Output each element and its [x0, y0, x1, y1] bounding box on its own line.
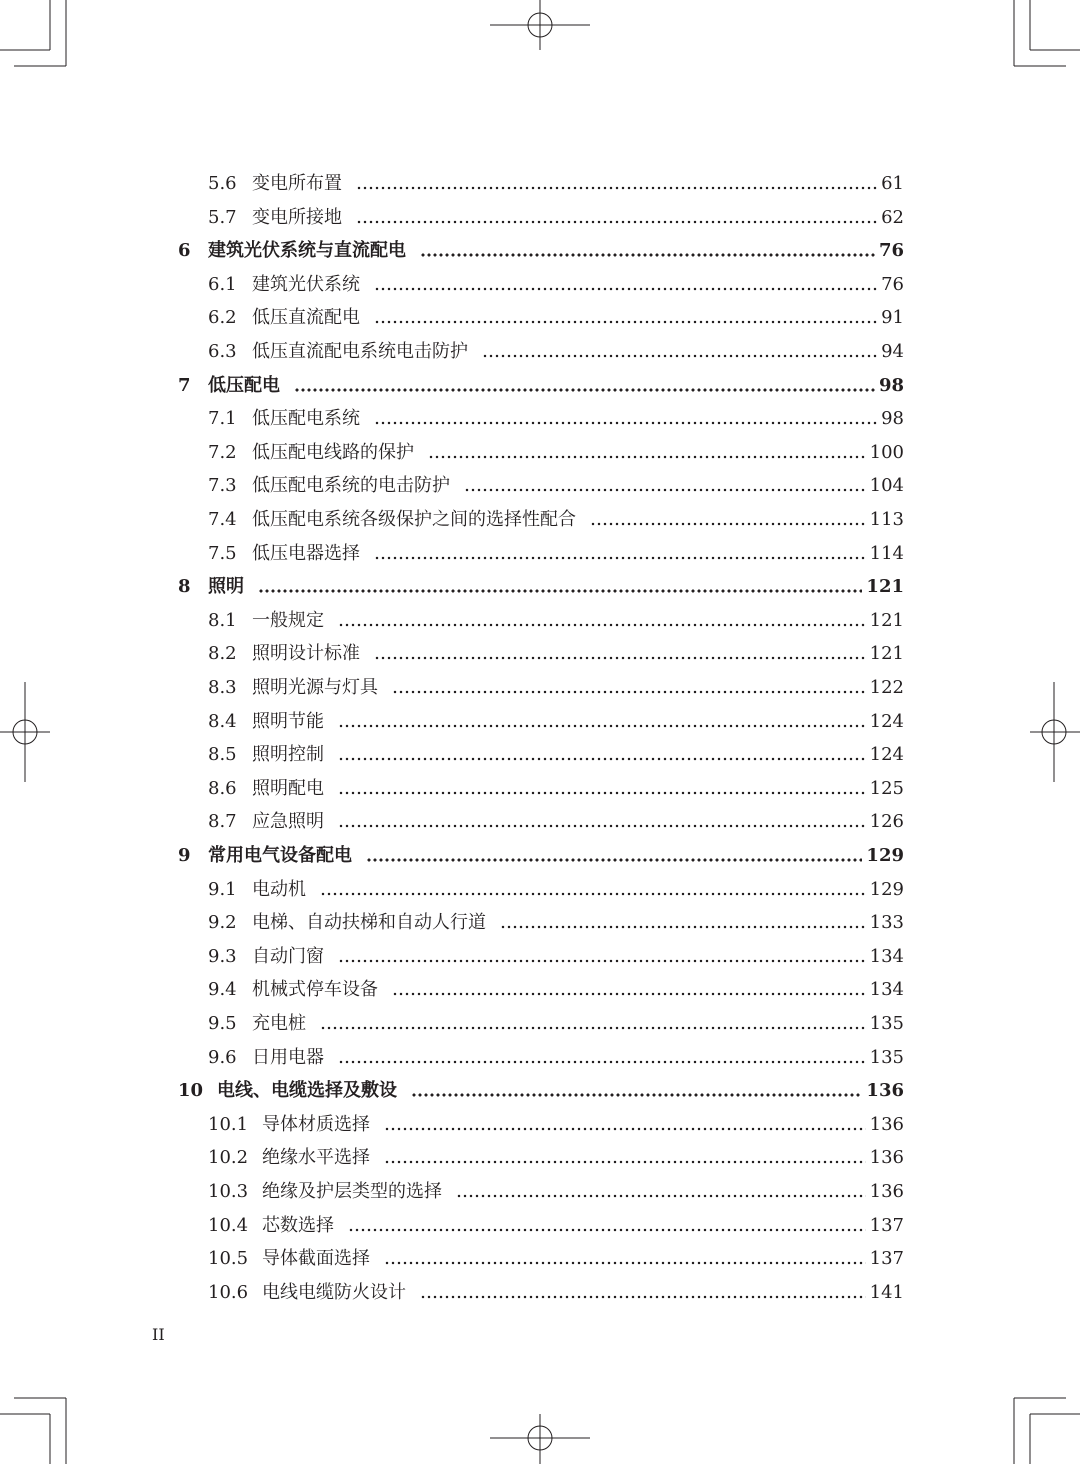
toc-entry-title: 充电桩	[252, 1013, 306, 1034]
toc-entry-number: 9.1	[208, 878, 237, 900]
toc-entry-title: 电线电缆防火设计	[262, 1281, 406, 1303]
toc-entry-page: 136	[869, 1181, 904, 1202]
toc-entry-title: 照明控制	[252, 744, 324, 766]
toc-entry-page: 124	[869, 710, 904, 732]
folio-page-number: II	[152, 1325, 165, 1344]
toc-dot-leader	[456, 1177, 866, 1207]
toc-entry-title: 低压直流配电	[252, 307, 360, 329]
toc-entry-page: 135	[869, 1046, 904, 1068]
toc-dot-leader	[356, 203, 877, 233]
toc-section-entry	[0, 337, 1080, 367]
toc-section-entry	[0, 707, 1080, 737]
toc-entry-number: 9	[178, 845, 191, 866]
toc-dot-leader	[338, 942, 866, 972]
toc-entry-page: 113	[869, 509, 904, 530]
toc-chapter-entry	[0, 572, 1080, 602]
toc-section-entry	[0, 942, 1080, 972]
toc-entry-title: 芯数选择	[262, 1214, 334, 1236]
toc-entry-page: 61	[881, 173, 904, 194]
toc-entry-title: 绝缘及护层类型的选择	[262, 1181, 442, 1202]
toc-dot-leader	[420, 236, 875, 266]
toc-entry-page: 121	[869, 609, 904, 631]
toc-entry-page: 62	[881, 206, 904, 228]
toc-section-entry	[0, 1278, 1080, 1308]
toc-section-entry	[0, 203, 1080, 233]
toc-entry-page: 141	[869, 1281, 904, 1303]
toc-entry-number: 10.5	[208, 1248, 249, 1270]
toc-entry-number: 9.4	[208, 979, 237, 1001]
toc-section-entry	[0, 975, 1080, 1005]
toc-entry-page: 98	[878, 374, 904, 396]
toc-dot-leader	[384, 1143, 866, 1173]
toc-entry-number: 8.7	[208, 811, 237, 833]
toc-entry-page: 98	[881, 408, 904, 430]
toc-chapter-entry	[0, 371, 1080, 401]
toc-entry-number: 5.6	[208, 173, 237, 194]
toc-entry-number: 10.3	[208, 1181, 249, 1202]
toc-entry-number: 9.6	[208, 1046, 237, 1068]
toc-dot-leader	[348, 1211, 866, 1241]
toc-entry-title: 电动机	[252, 878, 306, 900]
toc-dot-leader	[374, 404, 877, 434]
toc-entry-page: 76	[878, 240, 904, 262]
toc-entry-number: 8.1	[208, 609, 237, 631]
toc-dot-leader	[500, 908, 866, 938]
toc-entry-number: 5.7	[208, 206, 237, 228]
toc-entry-title: 照明设计标准	[252, 643, 360, 665]
toc-dot-leader	[384, 1244, 866, 1274]
toc-entry-title: 导体截面选择	[262, 1248, 370, 1270]
toc-entry-page: 76	[881, 273, 904, 295]
toc-entry-page: 129	[869, 878, 904, 900]
toc-entry-page: 124	[869, 744, 904, 766]
toc-dot-leader	[338, 740, 866, 770]
toc-entry-title: 自动门窗	[252, 945, 324, 967]
toc-chapter-entry	[0, 1076, 1080, 1106]
toc-entry-page: 137	[869, 1248, 904, 1270]
toc-entry-number: 7.3	[208, 475, 237, 497]
toc-entry-title: 低压配电线路的保护	[252, 441, 414, 463]
toc-entry-title: 低压配电系统的电击防护	[252, 475, 450, 497]
toc-entry-page: 134	[869, 979, 904, 1001]
toc-entry-title: 照明节能	[252, 710, 324, 732]
toc-dot-leader	[590, 505, 866, 535]
toc-entry-page: 94	[881, 341, 904, 362]
toc-entry-number: 7.1	[208, 408, 237, 430]
toc-section-entry	[0, 505, 1080, 535]
toc-entry-page: 136	[866, 1080, 904, 1102]
toc-entry-number: 6.3	[208, 341, 237, 362]
toc-entry-title: 照明	[208, 576, 244, 598]
toc-entry-title: 低压配电系统	[252, 408, 360, 430]
toc-entry-number: 6	[178, 240, 191, 262]
toc-entry-title: 变电所布置	[252, 173, 342, 194]
toc-dot-leader	[464, 471, 866, 501]
toc-dot-leader	[366, 841, 862, 871]
toc-section-entry	[0, 1009, 1080, 1039]
toc-dot-leader	[356, 169, 877, 199]
toc-dot-leader	[384, 1110, 866, 1140]
toc-entry-number: 10	[178, 1080, 204, 1102]
toc-dot-leader	[374, 539, 866, 569]
toc-entry-number: 8	[178, 576, 191, 598]
toc-entry-page: 134	[869, 945, 904, 967]
toc-entry-number: 10.6	[208, 1281, 249, 1303]
toc-chapter-entry	[0, 236, 1080, 266]
toc-entry-title: 应急照明	[252, 811, 324, 833]
toc-entry-number: 8.5	[208, 744, 237, 766]
toc-entry-title: 照明配电	[252, 777, 324, 799]
toc-section-entry	[0, 1143, 1080, 1173]
toc-entry-page: 136	[869, 1147, 904, 1169]
toc-dot-leader	[392, 975, 866, 1005]
toc-section-entry	[0, 606, 1080, 636]
toc-dot-leader	[320, 875, 866, 905]
toc-section-entry	[0, 1244, 1080, 1274]
toc-dot-leader	[338, 606, 866, 636]
toc-section-entry	[0, 270, 1080, 300]
toc-entry-number: 7.4	[208, 509, 237, 530]
toc-dot-leader	[338, 774, 866, 804]
toc-entry-title: 导体材质选择	[262, 1113, 370, 1135]
toc-section-entry	[0, 740, 1080, 770]
toc-dot-leader	[482, 337, 877, 367]
toc-entry-number: 7.2	[208, 441, 237, 463]
toc-entry-page: 133	[869, 912, 904, 934]
toc-section-entry	[0, 908, 1080, 938]
toc-entry-number: 10.4	[208, 1214, 249, 1236]
toc-entry-number: 8.4	[208, 710, 237, 732]
toc-entry-title: 低压直流配电系统电击防护	[252, 341, 468, 362]
toc-section-entry	[0, 169, 1080, 199]
toc-entry-page: 100	[869, 441, 904, 463]
toc-section-entry	[0, 1211, 1080, 1241]
toc-dot-leader	[411, 1076, 862, 1106]
toc-entry-title: 建筑光伏系统与直流配电	[208, 240, 406, 262]
toc-entry-number: 7	[178, 374, 191, 396]
toc-dot-leader	[428, 438, 866, 468]
toc-entry-page: 125	[869, 777, 904, 799]
toc-entry-number: 9.3	[208, 945, 237, 967]
toc-dot-leader	[420, 1278, 866, 1308]
toc-section-entry	[0, 1177, 1080, 1207]
toc-entry-number: 7.5	[208, 542, 237, 564]
toc-dot-leader	[338, 1043, 866, 1073]
toc-entry-number: 6.1	[208, 273, 237, 295]
toc-entry-title: 常用电气设备配电	[208, 845, 352, 866]
toc-entry-number: 6.2	[208, 307, 237, 329]
toc-entry-title: 电线、电缆选择及敷设	[217, 1080, 397, 1102]
toc-entry-title: 照明光源与灯具	[252, 677, 378, 698]
toc-dot-leader	[374, 270, 877, 300]
toc-entry-title: 机械式停车设备	[252, 979, 378, 1001]
toc-dot-leader	[258, 572, 862, 602]
toc-entry-page: 136	[869, 1113, 904, 1135]
toc-entry-title: 低压配电	[208, 374, 280, 396]
toc-section-entry	[0, 1110, 1080, 1140]
toc-entry-title: 变电所接地	[252, 206, 342, 228]
toc-section-entry	[0, 438, 1080, 468]
toc-entry-number: 9.2	[208, 912, 237, 934]
toc-dot-leader	[320, 1009, 866, 1039]
toc-dot-leader	[294, 371, 875, 401]
toc-section-entry	[0, 774, 1080, 804]
toc-entry-page: 121	[866, 576, 904, 598]
toc-entry-page: 114	[869, 542, 904, 564]
toc-entry-title: 低压配电系统各级保护之间的选择性配合	[252, 509, 576, 530]
toc-section-entry	[0, 404, 1080, 434]
toc-entry-page: 122	[869, 677, 904, 698]
toc-entry-page: 121	[869, 643, 904, 665]
toc-entry-page: 91	[881, 307, 904, 329]
toc-entry-title: 电梯、自动扶梯和自动人行道	[252, 912, 486, 934]
toc-section-entry	[0, 471, 1080, 501]
toc-entry-number: 8.6	[208, 777, 237, 799]
toc-entry-number: 10.1	[208, 1113, 249, 1135]
toc-section-entry	[0, 539, 1080, 569]
toc-dot-leader	[338, 807, 866, 837]
toc-entry-number: 8.2	[208, 643, 237, 665]
toc-entry-number: 10.2	[208, 1147, 249, 1169]
toc-entry-page: 129	[866, 845, 904, 866]
toc-section-entry	[0, 639, 1080, 669]
toc-entry-page: 126	[869, 811, 904, 833]
toc-section-entry	[0, 875, 1080, 905]
toc-entry-title: 低压电器选择	[252, 542, 360, 564]
toc-entry-page: 137	[869, 1214, 904, 1236]
toc-entry-title: 日用电器	[252, 1046, 324, 1068]
toc-dot-leader	[374, 303, 877, 333]
toc-chapter-entry	[0, 841, 1080, 871]
toc-section-entry	[0, 673, 1080, 703]
toc-entry-number: 8.3	[208, 677, 237, 698]
toc-section-entry	[0, 1043, 1080, 1073]
toc-entry-title: 建筑光伏系统	[252, 273, 360, 295]
toc-dot-leader	[392, 673, 866, 703]
toc-entry-title: 一般规定	[252, 609, 324, 631]
toc-entry-page: 104	[869, 475, 904, 497]
toc-dot-leader	[374, 639, 866, 669]
toc-entry-page: 135	[869, 1013, 904, 1034]
toc-entry-title: 绝缘水平选择	[262, 1147, 370, 1169]
toc-section-entry	[0, 303, 1080, 333]
toc-dot-leader	[338, 707, 866, 737]
toc-section-entry	[0, 807, 1080, 837]
toc-entry-number: 9.5	[208, 1013, 237, 1034]
